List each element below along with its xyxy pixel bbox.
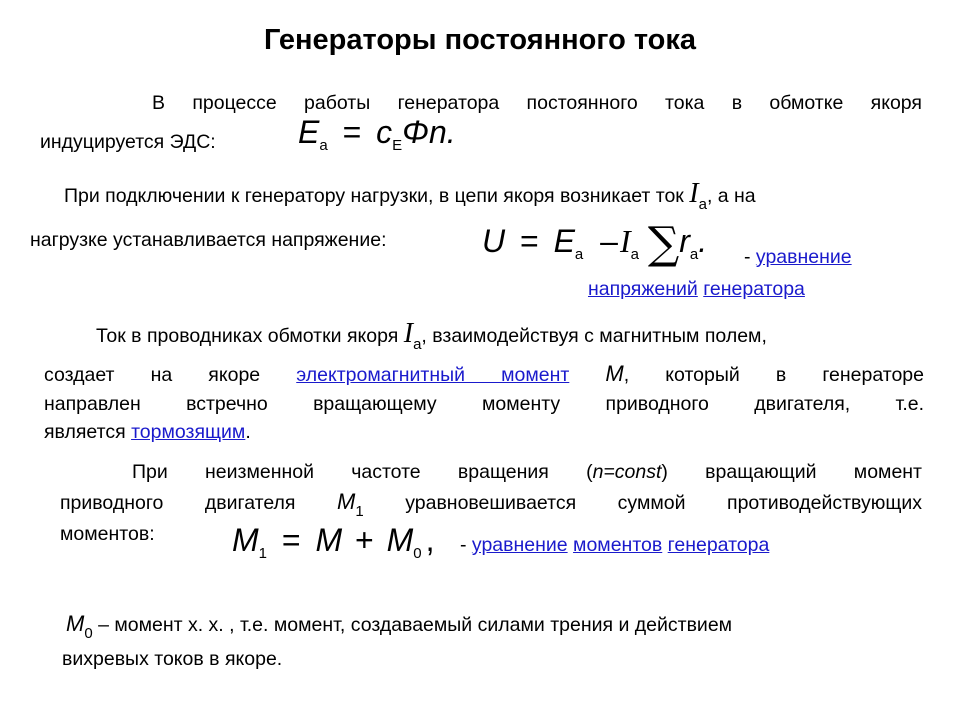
- subscript-1: 1: [258, 545, 267, 562]
- symbol-E-sub: E: [392, 137, 403, 154]
- equals-sign: =: [520, 223, 539, 259]
- p3-line1-pre: Ток в проводниках обмотки якоря: [96, 325, 399, 347]
- p5-line2: вихревых токов в якоре.: [62, 648, 283, 670]
- symbol-M1-sub: 1: [355, 503, 364, 520]
- p4-line3: моментов:: [60, 523, 155, 545]
- current-I: I: [689, 178, 699, 209]
- p3-line4-post: .: [245, 421, 251, 443]
- period: .: [698, 223, 708, 259]
- p2-line1-pre: При подключении к генератору нагрузки, в цепи якоря возникает ток: [64, 185, 684, 207]
- symbol-r: r: [679, 223, 690, 259]
- p5-line1: [66, 611, 733, 642]
- symbol-M: M: [315, 522, 343, 558]
- link-generator[interactable]: генератора: [667, 534, 770, 556]
- page-title: Генераторы постоянного тока: [263, 24, 697, 56]
- minus-sign: –: [600, 223, 618, 259]
- p1-line2: индуцируется ЭДС:: [40, 131, 216, 153]
- symbol-a: a: [574, 246, 584, 263]
- symbol-I: I: [619, 223, 631, 259]
- symbol-n: n.: [428, 114, 456, 150]
- p3-line2: [44, 362, 924, 387]
- link-braking[interactable]: тормозящим: [131, 421, 246, 443]
- current-I-sub: а: [698, 196, 707, 213]
- p2-line1-post: , а на: [706, 185, 756, 207]
- symbol-M1: M: [337, 489, 356, 514]
- symbol-a: a: [689, 246, 699, 263]
- symbol-c: c: [376, 114, 393, 150]
- comma: ,: [425, 522, 435, 558]
- p3-line3: направлен встречно вращающему моменту приводного двигателя, т.е.: [44, 393, 924, 415]
- current-I-sub: а: [413, 336, 422, 353]
- symbol-M: M: [232, 522, 259, 558]
- p2-line2: нагрузке устанавливается напряжение:: [30, 229, 387, 251]
- emf-formula: [298, 114, 456, 154]
- link-moments[interactable]: моментов: [573, 534, 663, 556]
- p3-line2-post: , который в генераторе: [623, 364, 924, 386]
- p4-line2-post: уравновешивается суммой противодействующих: [405, 492, 923, 514]
- sum-sign: ∑: [647, 218, 680, 269]
- link-equation[interactable]: уравнение: [471, 534, 568, 556]
- p3-line4: [44, 420, 251, 444]
- plus-sign: +: [355, 522, 374, 558]
- symbol-U: U: [482, 223, 506, 259]
- voltage-equation-note-line2: [588, 277, 805, 301]
- link-electromagnetic-moment[interactable]: электромагнитный момент: [296, 364, 570, 386]
- moments-equation-note: [460, 533, 769, 557]
- p3-line2-pre: создает на якоре: [44, 364, 261, 386]
- symbol-phi: Φ: [402, 114, 429, 150]
- voltage-formula: [482, 212, 708, 269]
- p3-line1: [96, 318, 767, 353]
- subscript-0: 0: [413, 545, 422, 562]
- dash: -: [744, 246, 756, 268]
- n-const: n=const: [592, 461, 662, 483]
- p4-line2: [60, 489, 923, 520]
- dash: -: [460, 534, 472, 556]
- symbol-M: M: [605, 361, 624, 386]
- link-voltages[interactable]: напряжений: [588, 278, 698, 300]
- voltage-equation-note-line1: [744, 245, 852, 269]
- p4-line2-pre: приводного двигателя: [60, 492, 296, 514]
- equals-sign: =: [342, 114, 362, 150]
- link-generator[interactable]: генератора: [703, 278, 805, 300]
- moments-formula: [232, 522, 435, 562]
- p4-line1-pre: При неизменной частоте вращения (: [132, 461, 593, 483]
- p4-line1-post: ) вращающий момент: [661, 461, 922, 483]
- symbol-M0: M: [66, 611, 85, 636]
- current-I: I: [403, 318, 414, 349]
- symbol-E: E: [553, 223, 575, 259]
- p3-line1-post: , взаимодействуя с магнитным полем,: [421, 325, 767, 347]
- p3-line4-pre: является: [44, 421, 126, 443]
- p5-line1-text: – момент х. х. , т.е. момент, создаваемый силами трения и действием: [98, 614, 733, 636]
- symbol-a: a: [319, 137, 328, 154]
- symbol-M: M: [386, 522, 414, 558]
- symbol-M0-sub: 0: [84, 625, 93, 642]
- symbol-E: E: [298, 114, 320, 150]
- p2-line1: [64, 178, 756, 213]
- link-equation[interactable]: уравнение: [755, 246, 852, 268]
- symbol-a: a: [630, 246, 639, 263]
- equals-sign: =: [281, 522, 301, 558]
- p4-line1: [132, 460, 922, 484]
- p1-line1: В процессе работы генератора постоянного тока в обмотке якоря: [152, 92, 922, 114]
